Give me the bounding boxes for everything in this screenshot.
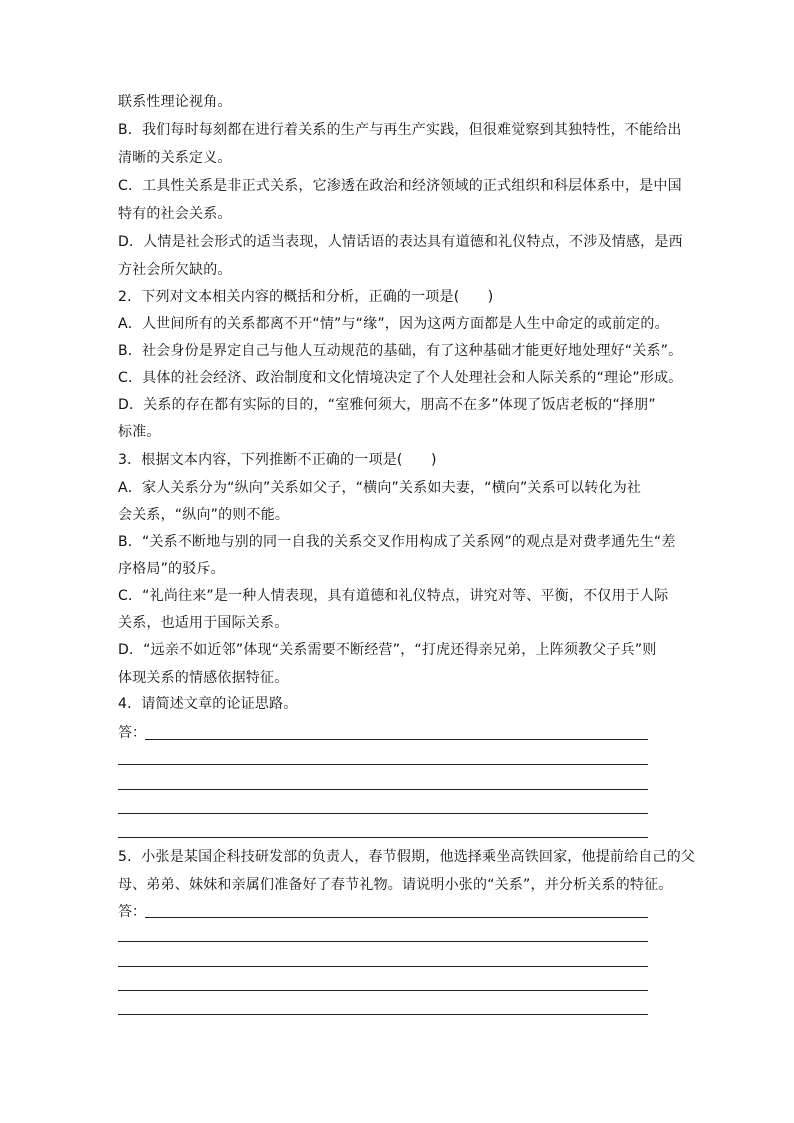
q3-text-line: 体现关系的情感依据特征。 [118, 670, 289, 686]
q4-answer-line[interactable] [145, 739, 648, 740]
q2-option-a: A．人世间所有的关系都离不开“情”与“缘”，因为这两方面都是人生中命定的或前定的。 [118, 316, 669, 332]
q2-text-line: 标准。 [118, 424, 161, 440]
q4-answer-line[interactable] [118, 837, 648, 838]
q3-stem: 3．根据文本内容，下列推断不正确的一项是( ) [118, 452, 437, 468]
q5-stem: 5．小张是某国企科技研发部的负责人，春节假期，他选择乘坐高铁回家，他提前给自己的父 [118, 849, 696, 865]
q2-option-d: D．关系的存在都有实际的目的，“室雅何须大，朋高不在多”体现了饭店老板的“择朋” [118, 397, 656, 413]
q4-answer-line[interactable] [118, 813, 648, 814]
q1-option-b: B．我们每时每刻都在进行着关系的生产与再生产实践，但很难觉察到其独特性，不能给出 [118, 122, 682, 138]
q3-option-d: D．“远亲不如近邻”体现“关系需要不断经营”，“打虎还得亲兄弟，上阵须教父子兵”则 [118, 642, 657, 658]
q3-text-line: 会关系，“纵向”的则不能。 [118, 507, 290, 523]
q3-option-a: A．家人关系分为“纵向”关系如父子，“横向”关系如夫妻，“横向”关系可以转化为社 [118, 480, 642, 496]
q5-text-line: 母、弟弟、妹妹和亲属们准备好了春节礼物。请说明小张的“关系”，并分析关系的特征。 [118, 877, 673, 893]
q4-stem: 4．请简述文章的论证思路。 [118, 696, 298, 712]
q5-answer-line[interactable] [118, 966, 648, 967]
q5-answer-label: 答： [118, 904, 146, 920]
q1-option-d: D．人情是社会形式的适当表现，人情话语的表达具有道德和礼仪特点，不涉及情感，是西 [118, 234, 683, 250]
q1-text-line: 清晰的关系定义。 [118, 150, 232, 166]
q3-text-line: 关系，也适用于国际关系。 [118, 615, 289, 631]
q5-answer-line[interactable] [145, 917, 648, 918]
q3-option-c: C．“礼尚往来”是一种人情表现，具有道德和礼仪特点，讲究对等、平衡，不仅用于人际 [118, 588, 669, 604]
q4-answer-line[interactable] [118, 764, 648, 765]
q3-option-b: B．“关系不断地与别的同一自我的关系交叉作用构成了关系网”的观点是对费孝通先生“差 [118, 534, 676, 550]
q4-answer-line[interactable] [118, 789, 648, 790]
q4-answer-label: 答： [118, 725, 146, 741]
q1-option-c: C．工具性关系是非正式关系，它渗透在政治和经济领域的正式组织和科层体系中，是中国 [118, 178, 682, 194]
q2-stem: 2．下列对文本相关内容的概括和分析，正确的一项是( ) [118, 289, 494, 305]
q5-answer-line[interactable] [118, 990, 648, 991]
q5-answer-line[interactable] [118, 941, 648, 942]
q2-option-b: B．社会身份是界定自己与他人互动规范的基础，有了这种基础才能更好地处理好“关系”。 [118, 343, 683, 359]
q2-option-c: C．具体的社会经济、政治制度和文化情境决定了个人处理社会和人际关系的“理论”形成。 [118, 370, 683, 386]
q1-text-line: 方社会所欠缺的。 [118, 262, 232, 278]
q5-answer-line[interactable] [118, 1014, 648, 1015]
q1-text-line: 联系性理论视角。 [118, 94, 232, 110]
q1-text-line: 特有的社会关系。 [118, 206, 232, 222]
q3-text-line: 序格局”的驳斥。 [118, 561, 225, 577]
